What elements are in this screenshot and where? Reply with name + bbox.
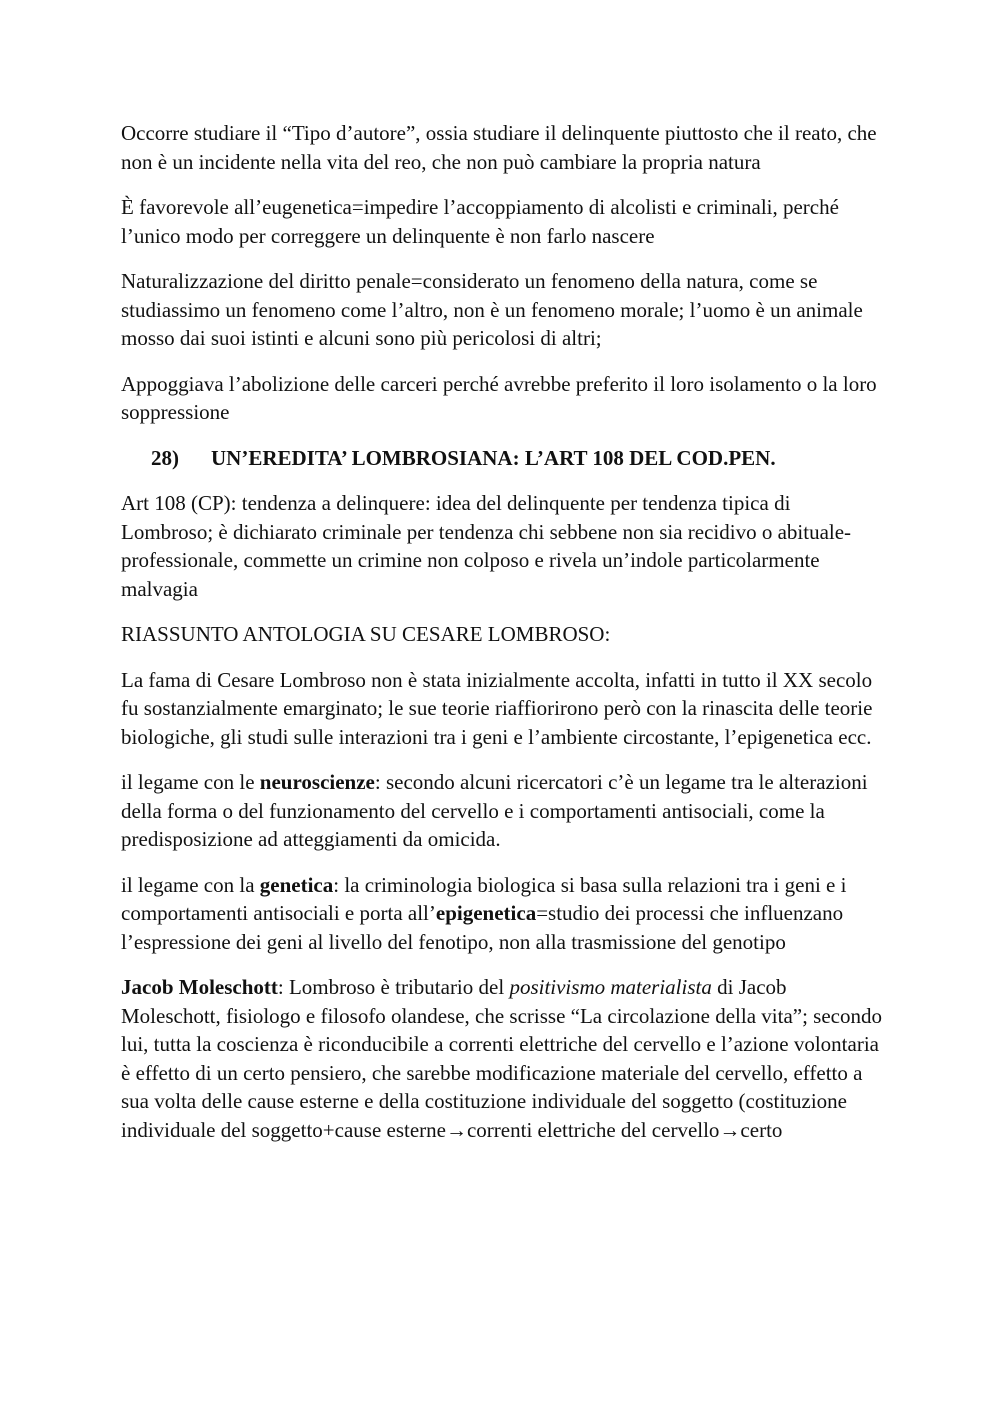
paragraph-neuroscienze: il legame con le neuroscienze: secondo alcuni ricercatori c’è un legame tra le alterazioni della forma o del funzionamento del cervello e i comportamenti antisociali, come la predisposizione ad atteggiamenti da omicida.: [121, 770, 868, 851]
paragraph-riassunto-title: RIASSUNTO ANTOLOGIA SU CESARE LOMBROSO:: [121, 622, 611, 646]
paragraph-abolizione-carceri: Appoggiava l’abolizione delle carceri perché avrebbe preferito il loro isolamento o la loro soppressione: [121, 371, 877, 424]
paragraph-tipo-autore: Occorre studiare il “Tipo d’autore”, ossia studiare il delinquente piuttosto che il reato, che non è un incidente nella vita del reo, che non può cambiare la propria natura: [121, 121, 877, 174]
paragraph-moleschott: Jacob Moleschott: Lombroso è tributario del positivismo materialista di Jacob Moleschott, fisiologo e filosofo olandese, che scrisse “La circolazione della vita”; secondo lui, tutta la coscienza è riconducibile a correnti elettriche del cervello e l’azione volontaria è effetto di un certo pensiero, che sarebbe modificazione materiale del cervello, effetto a sua volta delle cause esterne e della costituzione individuale del soggetto (costituzione individuale del soggetto+cause esterne→correnti elettriche del cervello→certo: [121, 975, 882, 1142]
term-positivismo-materialista: positivismo materialista: [509, 975, 712, 999]
paragraph-naturalizzazione: Naturalizzazione del diritto penale=considerato un fenomeno della natura, come se studiassimo un fenomeno come l’altro, non è un fenomeno morale; l’uomo è un animale mosso dai suoi istinti e alcuni sono più pericolosi di altri;: [121, 269, 863, 350]
page-body: [121, 119, 883, 1161]
term-neuroscienze: neuroscienze: [259, 770, 375, 794]
section-number: 28): [151, 445, 179, 470]
paragraph-art-108: Art 108 (CP): tendenza a delinquere: idea del delinquente per tendenza tipica di Lombroso; è dichiarato criminale per tendenza chi sebbene non sia recidivo o abituale-professionale, commette un crimine non colposo e rivela un’indole particolarmente malvagia: [121, 491, 852, 601]
term-epigenetica: epigenetica: [435, 901, 537, 925]
term-genetica: genetica: [259, 872, 334, 897]
term-jacob-moleschott: Jacob Moleschott: [121, 975, 278, 999]
paragraph-eugenetica: È favorevole all’eugenetica=impedire l’accoppiamento di alcolisti e criminali, perché l’unico modo per correggere un delinquente è non farlo nascere: [121, 195, 839, 248]
paragraph-fama-lombroso: La fama di Cesare Lombroso non è stata inizialmente accolta, infatti in tutto il XX secolo fu sostanzialmente emarginato; le sue teorie riaffiorirono però con la rinascita delle teorie biologiche, gli studi sulle interazioni tra i geni e l’ambiente circostante, l’epigenetica ecc.: [121, 667, 873, 749]
section-title: UN’EREDITA’ LOMBROSIANA: L’ART 108 DEL COD.PEN.: [211, 445, 776, 470]
section-heading-28: [151, 444, 883, 473]
paragraph-genetica: il legame con la genetica: la criminologia biologica si basa sulla relazioni tra i geni e i comportamenti antisociali e porta all’epigenetica=studio dei processi che influenzano l’espressione dei geni al livello del fenotipo, non alla trasmissione del genotipo: [121, 872, 847, 954]
